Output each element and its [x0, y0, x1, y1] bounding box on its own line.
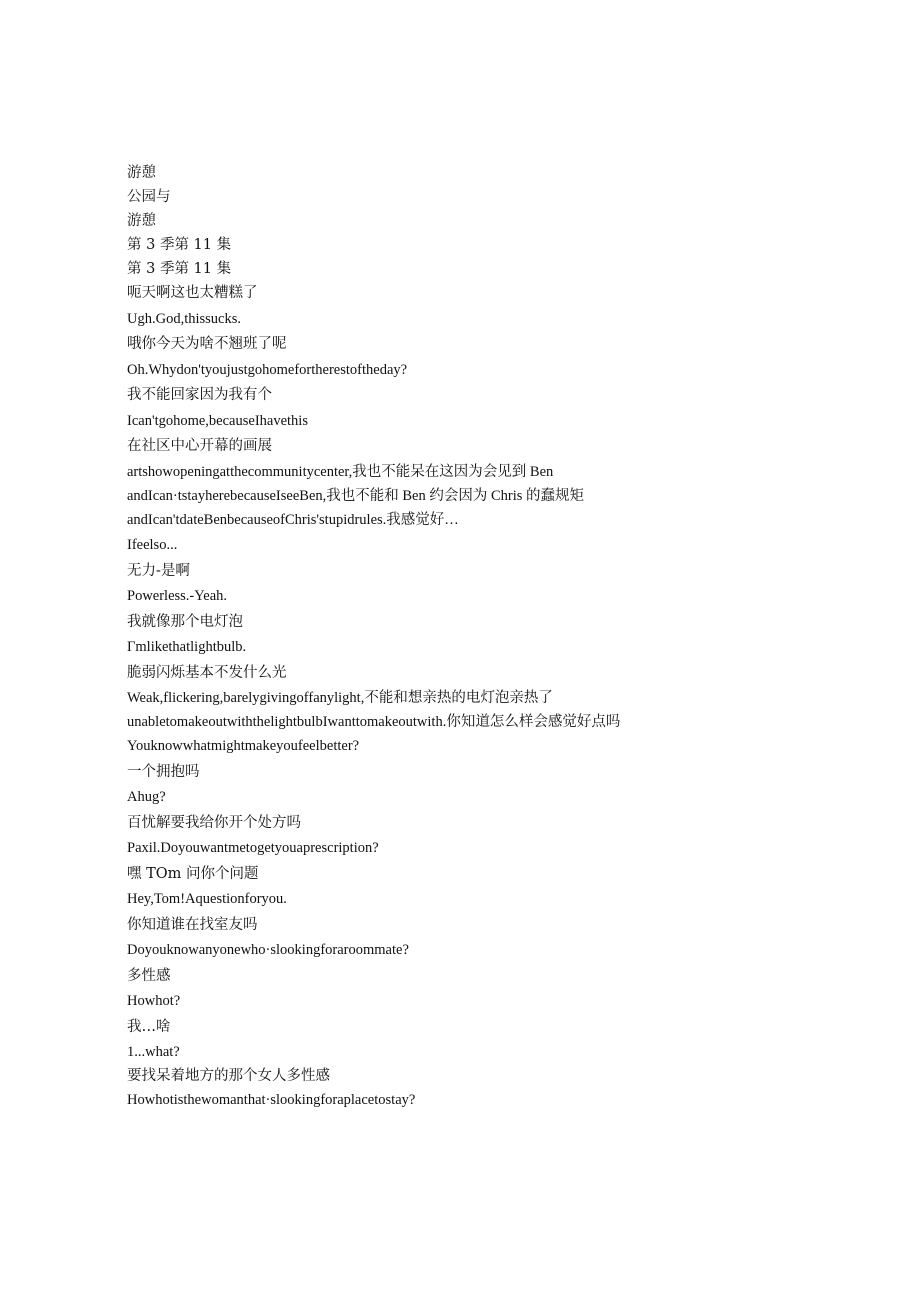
text-line: 第 3 季第 11 集	[127, 237, 232, 253]
text-line: 游憩	[127, 213, 156, 229]
transcript-text	[127, 161, 827, 1112]
text-line: 嘿 TOm 问你个问题	[127, 865, 259, 882]
text-line: 一个拥抱吗	[127, 763, 200, 780]
text-line: 第 3 季第 11 集	[127, 261, 232, 277]
text-line: 我就像那个电灯泡	[127, 613, 243, 630]
text-line: 1...what?	[127, 1044, 180, 1060]
text-line: 多性感	[127, 967, 171, 984]
text-line: 我…啥	[127, 1018, 171, 1035]
text-line: artshowopeningatthecommunitycenter,我也不能呆在这因为会见到 Ben	[127, 463, 554, 480]
text-line: Youknowwhatmightmakeyoufeelbetter?	[127, 738, 360, 754]
text-line: Ifeelso...	[127, 537, 178, 553]
text-line: unabletomakeoutwiththelightbulbIwanttomakeoutwith.你知道怎么样会感觉好点吗	[127, 714, 621, 730]
text-line: Doyouknowanyonewho·slookingforaroommate?	[127, 942, 409, 958]
text-line: 在社区中心开幕的画展	[127, 438, 272, 454]
text-line: 呃天啊这也太糟糕了	[127, 285, 258, 301]
text-line: Oh.Whydon'tyoujustgohomefortherestoftheday?	[127, 361, 408, 378]
text-line: Weak,flickering,barelygivingoffanylight,不能和想亲热的电灯泡亲热了	[127, 690, 553, 706]
text-line: 你知道谁在找室友吗	[127, 916, 258, 933]
text-line: Hey,Tom!Aquestionforyou.	[127, 891, 287, 907]
text-line: 百忧解要我给你开个处方吗	[127, 814, 301, 831]
text-line: Ahug?	[127, 789, 166, 805]
text-line: 游憩	[127, 165, 156, 181]
text-line: Γmlikethatlightbulb.	[127, 639, 247, 655]
text-line: 我不能回家因为我有个	[127, 387, 272, 403]
text-line: Howhot?	[127, 993, 181, 1009]
text-line: Powerless.-Yeah.	[127, 588, 228, 604]
text-line: 公园与	[127, 189, 171, 205]
text-line: 无力-是啊	[127, 562, 190, 579]
text-line: 要找呆着地方的那个女人多性感	[127, 1068, 330, 1084]
text-line: andIcan'tdateBenbecauseofChris'stupidrules.我感觉好…	[127, 511, 459, 528]
text-line: Howhotisthewomanthat·slookingforaplacetostay?	[127, 1092, 416, 1108]
text-line: 脆弱闪烁基本不发什么光	[127, 664, 287, 681]
text-line: 哦你今天为啥不翘班了呢	[127, 336, 287, 352]
text-line: Ican'tgohome,becauseIhavethis	[127, 412, 308, 429]
text-line: Ugh.God,thissucks.	[127, 310, 241, 327]
text-line: Paxil.Doyouwantmetogetyouaprescription?	[127, 840, 379, 856]
text-line: andIcan·tstayherebecauseIseeBen,我也不能和 Ben 约会因为 Chris 的蠢规矩	[127, 487, 585, 504]
